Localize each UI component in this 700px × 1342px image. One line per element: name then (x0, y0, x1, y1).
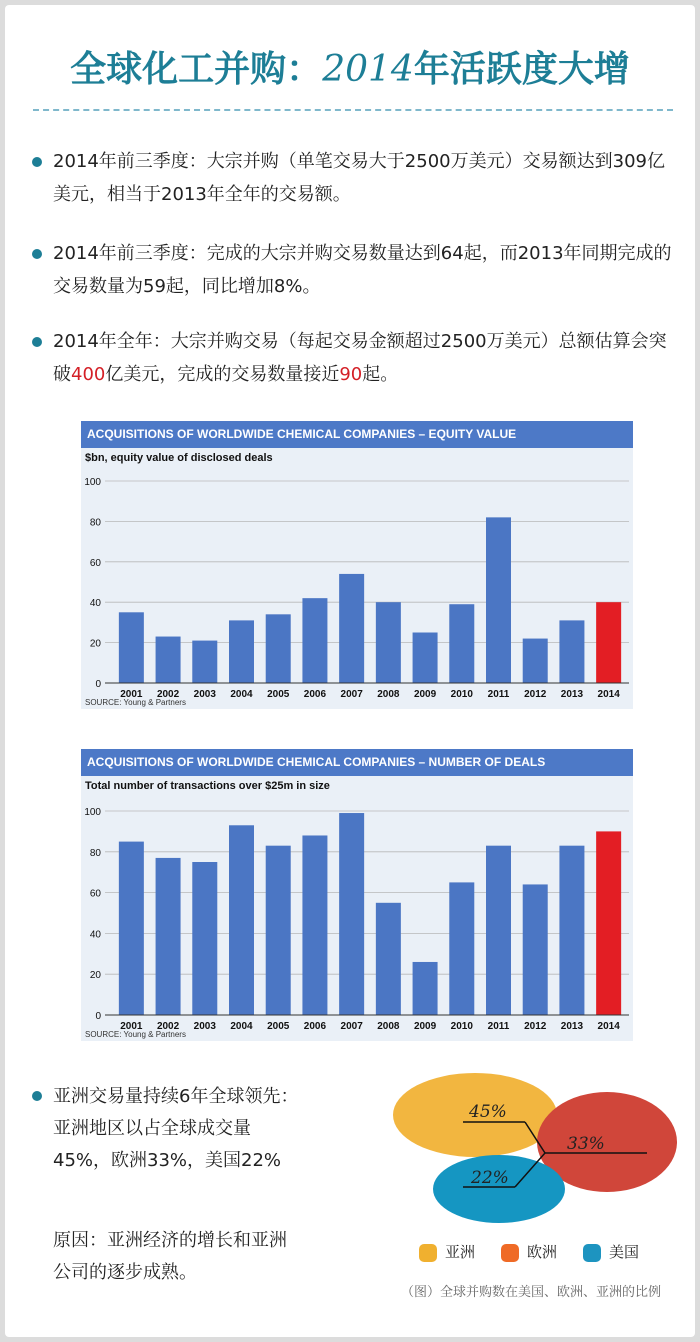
x-tick-label: 2002 (156, 689, 180, 700)
y-tick-label: 60 (89, 888, 101, 900)
number-of-deals-chart (81, 749, 633, 1041)
asia-lead-text (53, 1081, 353, 1177)
reason-line: 原因：亚洲经济的增长和亚洲 (53, 1230, 287, 1251)
title-main: 全球化工并购： (70, 49, 323, 90)
bullet-text: 2014年全年：大宗并购交易（每起交易金额超过2500万美元）总额估算会突破 (53, 331, 667, 385)
y-tick-label: 0 (95, 1011, 101, 1022)
y-tick-label: 80 (89, 847, 101, 859)
x-tick-label: 2006 (303, 1021, 327, 1032)
chart-title: ACQUISITIONS OF WORLDWIDE CHEMICAL COMPANIES – NUMBER OF DEALS (81, 749, 633, 776)
x-tick-label: 2014 (597, 1021, 620, 1032)
legend-label: 欧洲 (527, 1243, 558, 1261)
asia-percent-label: 45% (469, 1102, 507, 1122)
chart-plot (81, 749, 633, 1041)
bar (376, 903, 401, 1015)
bullet-text: 2014年前三季度：完成的大宗并购交易数量达到64起，而2013年同期完成的交易数量为59起，同比增加8%。 (53, 243, 672, 297)
legend-europe (501, 1241, 557, 1262)
bar (302, 598, 327, 683)
chart-source: SOURCE: Young & Partners (85, 698, 186, 707)
x-tick-label: 2005 (267, 1021, 290, 1032)
bullet-dot-icon (32, 337, 42, 347)
x-tick-label: 2009 (413, 1021, 437, 1032)
bullet-text: 起。 (362, 364, 399, 385)
bullet-dot-icon (32, 157, 42, 167)
europe-swatch-icon (501, 1244, 519, 1262)
asia-swatch-icon (419, 1244, 437, 1262)
dashed-divider (33, 109, 673, 111)
bar (413, 633, 438, 684)
reason-line: 公司的逐步成熟。 (53, 1262, 197, 1283)
bar (596, 602, 621, 683)
x-tick-label: 2012 (524, 689, 547, 700)
bullet-item (53, 325, 681, 391)
bar (559, 620, 584, 683)
x-tick-label: 2003 (193, 1021, 216, 1032)
bar (266, 846, 291, 1015)
bar (413, 962, 438, 1015)
bar (376, 602, 401, 683)
bullet-text: 亿美元，完成的交易数量接近 (105, 364, 340, 385)
y-tick-label: 0 (95, 679, 101, 690)
bar (339, 813, 364, 1015)
y-tick-label: 60 (89, 557, 101, 569)
highlight-value: 90 (339, 364, 363, 385)
x-tick-label: 2007 (340, 689, 363, 700)
bullet-item (53, 145, 681, 211)
x-tick-label: 2004 (230, 1021, 253, 1032)
bar (266, 614, 291, 683)
bar (486, 846, 511, 1015)
bar (192, 641, 217, 683)
x-tick-label: 2008 (377, 689, 400, 700)
x-tick-label: 2014 (597, 689, 620, 700)
lower-line: 亚洲交易量持续6年全球领先： (53, 1086, 299, 1107)
title-suffix: 年活跃度大增 (413, 49, 630, 90)
legend-label: 美国 (609, 1243, 640, 1261)
bar (339, 574, 364, 683)
y-tick-label: 100 (84, 477, 101, 488)
x-tick-label: 2003 (193, 689, 216, 700)
bar (302, 835, 327, 1015)
x-tick-label: 2001 (120, 1021, 143, 1032)
y-tick-label: 80 (89, 517, 101, 529)
x-tick-label: 2011 (487, 1021, 510, 1032)
x-tick-label: 2013 (560, 689, 584, 700)
bullet-item (53, 237, 681, 303)
legend-label: 亚洲 (445, 1243, 476, 1261)
x-tick-label: 2008 (377, 1021, 400, 1032)
usa-percent-label: 22% (471, 1168, 509, 1188)
europe-percent-label: 33% (567, 1134, 605, 1154)
infographic-card (5, 5, 695, 1337)
x-tick-label: 2012 (524, 1021, 547, 1032)
bar (229, 825, 254, 1015)
x-tick-label: 2011 (487, 689, 510, 700)
x-tick-label: 2006 (303, 689, 327, 700)
x-tick-label: 2013 (560, 1021, 584, 1032)
x-tick-label: 2007 (340, 1021, 363, 1032)
y-tick-label: 20 (89, 970, 101, 982)
chart-subtitle: $bn, equity value of disclosed deals (85, 452, 273, 464)
highlight-value: 400 (71, 364, 106, 385)
x-tick-label: 2005 (267, 689, 290, 700)
lower-line: 45%，欧洲33%，美国22% (53, 1150, 282, 1171)
page-title (5, 41, 695, 92)
bar (449, 604, 474, 683)
region-bubble-diagram (375, 1065, 695, 1235)
y-tick-label: 20 (89, 638, 101, 650)
bullet-text: 2014年前三季度：大宗并购（单笔交易大于2500万美元）交易额达到309亿美元，相当于2013年全年的交易额。 (53, 151, 665, 205)
bullet-dot-icon (32, 249, 42, 259)
figure-caption: （图）全球并购数在美国、欧洲、亚洲的比例 (401, 1285, 662, 1300)
bar (449, 882, 474, 1015)
bar (119, 842, 144, 1015)
x-tick-label: 2010 (450, 689, 473, 700)
legend-usa (583, 1241, 639, 1262)
x-tick-label: 2004 (230, 689, 253, 700)
legend-asia (419, 1241, 475, 1262)
bar (156, 637, 181, 683)
y-tick-label: 40 (89, 929, 101, 941)
bar (523, 884, 548, 1015)
x-tick-label: 2001 (120, 689, 143, 700)
equity-value-chart (81, 421, 633, 709)
bullet-dot-icon (32, 1091, 42, 1101)
bar (486, 517, 511, 683)
bar (559, 846, 584, 1015)
usa-swatch-icon (583, 1244, 601, 1262)
chart-title: ACQUISITIONS OF WORLDWIDE CHEMICAL COMPANIES – EQUITY VALUE (81, 421, 633, 448)
x-tick-label: 2009 (413, 689, 437, 700)
x-tick-label: 2010 (450, 1021, 473, 1032)
x-tick-label: 2002 (156, 1021, 180, 1032)
bar (229, 620, 254, 683)
y-tick-label: 40 (89, 598, 101, 610)
chart-source: SOURCE: Young & Partners (85, 1030, 186, 1039)
bar (119, 612, 144, 683)
bar (156, 858, 181, 1015)
reason-text (53, 1225, 353, 1289)
title-year: 2014 (322, 49, 414, 90)
bar (596, 831, 621, 1015)
bar (523, 639, 548, 683)
usa-bubble (433, 1155, 565, 1223)
chart-plot (81, 421, 633, 709)
y-tick-label: 100 (84, 807, 101, 818)
chart-subtitle: Total number of transactions over $25m in size (85, 780, 330, 792)
lower-line: 亚洲地区以占全球成交量 (53, 1118, 251, 1139)
bar (192, 862, 217, 1015)
